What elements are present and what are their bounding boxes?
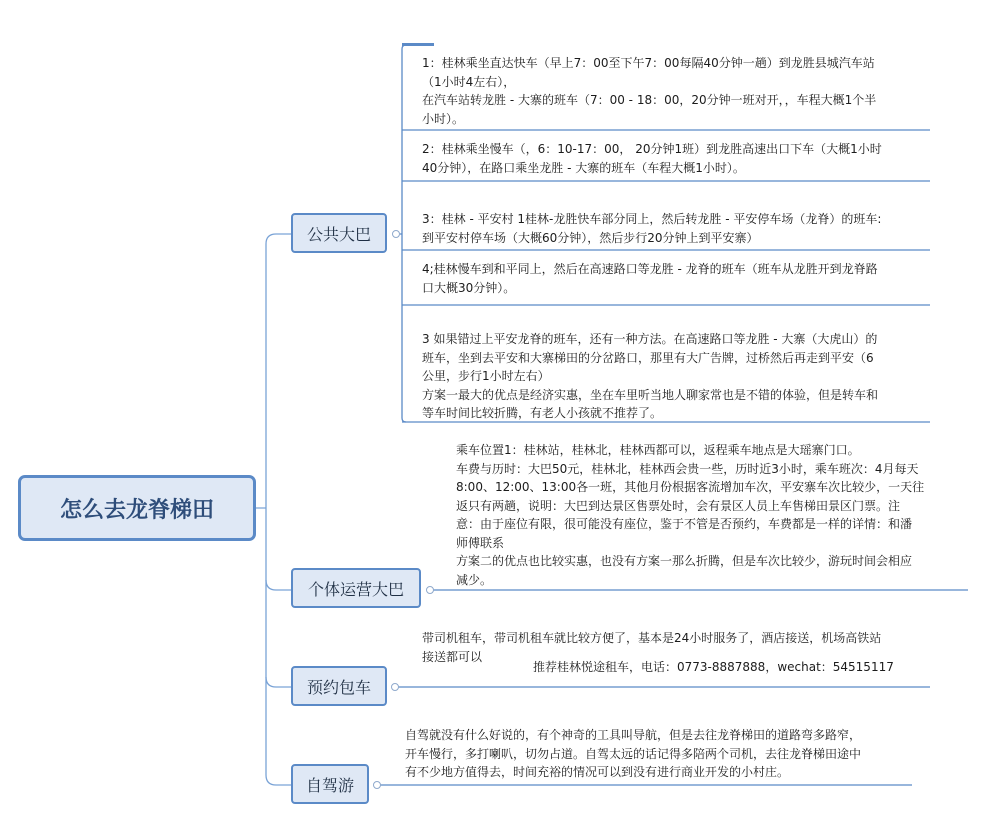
leaf-line: 8:00、12:00、13:00各一班，其他月份根据客流增加车次，平安寨车次比较少，一天往: [456, 480, 925, 494]
branch-private-bus[interactable]: 个体运营大巴: [291, 568, 421, 608]
branch-self-drive[interactable]: 自驾游: [291, 764, 369, 804]
leaf-line: 有不少地方值得去，时间充裕的情况可以到没有进行商业开发的小村庄。: [405, 765, 790, 779]
charter-note: 推荐桂林悦途租车，电话：0773-8887888，wechat：54515117: [533, 660, 894, 674]
leaf-line: 带司机租车，带司机租车就比较方便了，基本是24小时服务了，酒店接送，机场高铁站: [422, 631, 882, 645]
collapse-toggle-icon[interactable]: [373, 781, 381, 789]
link-private-bus: [266, 580, 292, 590]
private-bus-leaf[interactable]: [456, 441, 924, 589]
leaf-line: 接送都可以: [422, 649, 483, 664]
leaf-line: 40分钟），在路口乘坐龙胜 - 大寨的班车（车程大概1小时）。: [422, 160, 745, 175]
leaf-line: 乘车位置1：桂林站，桂林北，桂林西都可以，返程乘车地点是大瑶寨门口。: [456, 443, 860, 457]
leaf-line: 方案二的优点也比较实惠，也没有方案一那么折腾，但是车次比较少，游玩时间会相应: [456, 554, 913, 568]
leaf-line: 2：桂林乘坐慢车（，6：10-17：00， 20分钟1班）到龙胜高速出口下车（大概1小时: [422, 142, 882, 156]
leaf-line: 自驾就没有什么好说的，有个神奇的工具叫导航，但是去往龙脊梯田的道路弯多路窄，: [405, 728, 862, 742]
leaf-line: 开车慢行，多打喇叭，切勿占道。自驾太远的话记得多陪两个司机，去往龙脊梯田途中: [405, 746, 862, 761]
collapse-toggle-icon[interactable]: [426, 586, 434, 594]
leaf-line: 意：由于座位有限，很可能没有座位，鉴于不管是否预约，车费都是一样的详情：和潘: [456, 517, 913, 531]
collapse-toggle-icon[interactable]: [392, 230, 400, 238]
link-charter: [266, 677, 292, 687]
leaf-line: 口大概30分钟）。: [422, 280, 516, 295]
bus-leaf-2[interactable]: [422, 140, 882, 177]
leaf-line: 师傅联系: [456, 535, 505, 550]
leaf-line: 在汽车站转龙胜 - 大寨的班车（7：00 - 18：00，20分钟一班对开，，车程大概1个半: [422, 93, 877, 107]
leaf-line: 方案一最大的优点是经济实惠，坐在车里听当地人聊家常也是不错的体验，但是转车和: [422, 387, 879, 402]
branch-public-bus[interactable]: 公共大巴: [291, 213, 387, 253]
leaf-line: 小时）。: [422, 111, 465, 126]
branch-charter[interactable]: 预约包车: [291, 666, 387, 706]
leaf-line: 4;桂林慢车到和平同上，然后在高速路口等龙胜 - 龙脊的班车（班车从龙胜开到龙脊路: [422, 262, 878, 276]
bus-leaf-5[interactable]: [422, 330, 878, 423]
leaf-line: 等车时间比较折腾，有老人小孩就不推荐了。: [422, 406, 663, 420]
collapse-toggle-icon[interactable]: [391, 683, 399, 691]
bus-leaf-1[interactable]: [422, 54, 876, 128]
leaf-line: 班车，坐到去平安和大寨梯田的分岔路口，那里有大广告牌，过桥然后再走到平安（6: [422, 350, 874, 365]
bus-leaf-3[interactable]: [422, 210, 881, 247]
root-topic[interactable]: 怎么去龙脊梯田: [18, 475, 256, 541]
leaf-line: 减少。: [456, 572, 493, 587]
link-bus: [266, 234, 292, 244]
bus-leaf-4[interactable]: [422, 260, 878, 297]
leaf-line: 车费与历时：大巴50元，桂林北，桂林西会贵一些，历时近3小时，乘车班次：4月每天: [456, 461, 919, 476]
leaf-line: 公里，步行1小时左右）: [422, 369, 550, 383]
leaf-line: 到平安村停车场（大概60分钟），然后步行20分钟上到平安寨）: [422, 230, 759, 245]
leaf-line: 返只有两趟，说明：大巴到达景区售票处时，会有景区人员上车售梯田景区门票。注: [456, 498, 901, 513]
leaf-line: 3 如果错过上平安龙脊的班车，还有一种方法。在高速路口等龙胜 - 大寨（大虎山）的: [422, 332, 878, 346]
root-spine: [256, 244, 292, 785]
leaf-line: 1：桂林乘坐直达快车（早上7：00至下午7：00每隔40分钟一趟）到龙胜县城汽车站: [422, 56, 875, 70]
leaf-line: （1小时4左右），: [422, 74, 516, 89]
leaf-line: 3：桂林 - 平安村 1桂林-龙胜快车部分同上，然后转龙胜 - 平安停车场（龙脊）的班车:: [422, 212, 882, 226]
bus-leaf-top-marker: [402, 43, 434, 46]
self-drive-leaf[interactable]: [405, 726, 861, 782]
